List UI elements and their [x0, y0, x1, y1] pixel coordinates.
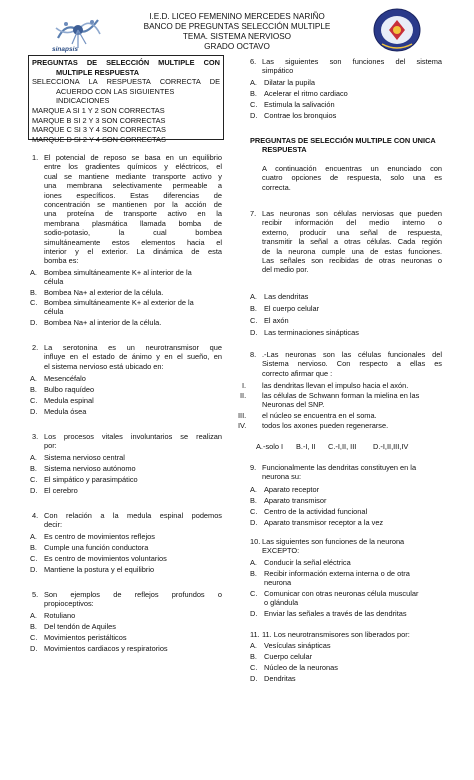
option-b[interactable]: B. Sistema nervioso autónomo — [30, 464, 136, 473]
option-c[interactable]: C. Movimientos peristálticos — [30, 633, 127, 642]
option-d[interactable]: D. El cerebro — [30, 486, 78, 495]
option-b[interactable]: B. Cumple una función conductora — [30, 543, 149, 552]
option-d[interactable]: D. Enviar las señales a través de las dendritas — [250, 609, 407, 618]
school-name: I.E.D. LICEO FEMENINO MERCEDES NARIÑO — [149, 12, 325, 21]
option-b[interactable]: B. Recibir información externa interna o de otra neurona — [250, 569, 410, 588]
option-b[interactable]: B. Bulbo raquídeo — [30, 385, 95, 394]
answer-d[interactable]: D.-I,II,III,IV — [373, 442, 409, 451]
document-title: BANCO DE PREGUNTAS SELECCIÓN MULTIPLE — [143, 22, 331, 31]
option-d[interactable]: D. Contrae los bronquios — [250, 111, 337, 120]
question-number: 7. — [250, 209, 257, 218]
question-10: 10. Las siguientes son funciones de la neurona EXCEPTO: — [250, 537, 405, 556]
section-intro: A continuación encuentras un enunciado con cuatro opciones de respuesta, solo una es correcta. — [262, 164, 442, 192]
synapse-logo — [52, 8, 104, 56]
option-d[interactable]: D. Medula ósea — [30, 407, 87, 416]
option-c[interactable]: C. Bombea simultáneamente K+ al exterior de la célula — [30, 298, 194, 317]
grade-title: GRADO OCTAVO — [204, 42, 270, 51]
option-c[interactable]: C. Núcleo de la neuronas — [250, 663, 338, 672]
option-c[interactable]: C. Centro de la actividad funcional — [250, 507, 368, 516]
statement-iv: IV. todos los axones pueden regenerarse. — [238, 421, 389, 430]
question-8: 8. .-Las neuronas son las células funcionales del Sistema nervioso. Con respecto a ellas es correcto afirmar que : — [250, 350, 442, 378]
instruction-d: MARQUE D SI 2 Y 4 SON CORRECTAS — [32, 134, 166, 144]
option-c[interactable]: C. El simpático y parasimpático — [30, 475, 138, 484]
instructions-subtitle: MULTIPLE RESPUESTA — [56, 67, 140, 77]
answer-b[interactable]: B.-I, II — [296, 442, 316, 451]
instructions-box — [28, 55, 224, 144]
question-7: 7. Las neuronas son células nerviosas que pueden recibir información del medio interno o externo, producir una señal de respuesta, transmitir la señal a otras células. Cada región de la neurona cumple una de estas funciones. Las señales son recibidas de otras neuronas o del medio por. — [250, 209, 442, 275]
statement-ii: II. las células de Schwann forman la mielina en las Neuronas del SNP. — [240, 391, 420, 410]
option-b[interactable]: B. Acelerar el ritmo cardiaco — [250, 89, 348, 98]
answer-c[interactable]: C.-I,II, III — [328, 442, 357, 451]
question-number: 4. — [32, 511, 39, 520]
answer-a[interactable]: A.-solo I — [256, 442, 284, 451]
option-d[interactable]: D. Las terminaciones sinápticas — [250, 328, 359, 337]
option-b[interactable]: B. El cuerpo celular — [250, 304, 320, 313]
instructions-title: PREGUNTAS DE SELECCIÓN MULTIPLE CON — [32, 58, 220, 67]
question-6: 6. Las siguientes son funciones del sistema simpático — [250, 57, 442, 76]
statement-i: I. las dendritas llevan el impulso hacia el axón. — [242, 381, 409, 390]
option-b[interactable]: B. Del tendón de Aquiles — [30, 622, 116, 631]
option-a[interactable]: A. Es centro de movimientos reflejos — [30, 532, 155, 541]
question-number: 10. — [250, 537, 261, 546]
section-title: PREGUNTAS DE SELECCIÓN MULTIPLE CON UNICA RESPUESTA — [250, 136, 436, 155]
option-b[interactable]: B. Aparato transmisor — [250, 496, 327, 505]
question-number: 11. — [250, 630, 260, 639]
question-number: 3. — [32, 432, 39, 441]
school-seal — [372, 6, 422, 54]
option-d[interactable]: D. Mantiene la postura y el equilibrio — [30, 565, 155, 574]
option-b[interactable]: B. Bombea Na+ al exterior de la célula. — [30, 288, 164, 297]
option-a[interactable]: A. Conducir la señal eléctrica — [250, 558, 351, 567]
option-a[interactable]: A. Bombea simultáneamente K+ al interior de la célula — [30, 268, 192, 287]
statement-iii: III. el núcleo se encuentra en el soma. — [238, 411, 377, 420]
option-c[interactable]: C. Medula espinal — [30, 396, 94, 405]
question-number: 6. — [250, 57, 257, 66]
question-number: 9. — [250, 463, 257, 472]
question-4: 4. Con relación a la medula espinal podemos decir: — [32, 511, 222, 530]
question-number: 2. — [32, 343, 39, 352]
option-d[interactable]: D. Movimientos cardiacos y respiratorios — [30, 644, 168, 653]
question-3: 3. Los procesos vitales involuntarios se realizan por: — [32, 432, 222, 451]
option-d[interactable]: D. Dendritas — [250, 674, 296, 683]
question-9: 9. Funcionalmente las dendritas constituyen en la neurona su: — [250, 463, 417, 482]
question-number: 1. — [32, 153, 39, 162]
option-d[interactable]: D. Aparato transmisor receptor a la vez — [250, 518, 384, 527]
option-a[interactable]: A. Dilatar la pupila — [250, 78, 315, 87]
option-c[interactable]: C. Es centro de movimientos voluntarios — [30, 554, 167, 563]
question-5: 5. Son ejemplos de reflejos profundos o propioceptivos: — [32, 590, 222, 609]
option-a[interactable]: A. Mesencéfalo — [30, 374, 86, 383]
option-d[interactable]: D. Bombea Na+ al interior de la célula. — [30, 318, 162, 327]
question-text: El potencial de reposo se basa en un equilibrio entre los gradientes químicos y eléctricos, el cual se mantiene mediante transporte activo y una membrana selectivamente permeable a iones específicos. Estas diferencias de concentración se mantienen por la acción de una proteína de transporte activo en la membrana plasmática llamada bomba de sodio-potasio, la cual bombea simultáneamente estos elementos hacia el interior y el exterior. La dinámica de esta bomba es: — [44, 153, 222, 266]
instructions-line: SELECCIONA LA RESPUESTA CORRECTA DE — [32, 77, 220, 87]
logo-text: sinapsis — [52, 46, 79, 53]
instruction-b: MARQUE B SI 2 Y 3 SON CORRECTAS — [32, 115, 166, 125]
option-a[interactable]: A. Las dendritas — [250, 292, 309, 301]
question-number: 5. — [32, 590, 39, 599]
instruction-c: MARQUE C SI 3 Y 4 SON CORRECTAS — [32, 125, 166, 135]
option-c[interactable]: C. Comunicar con otras neuronas célula muscular o glándula — [250, 589, 419, 608]
option-c[interactable]: C. Estimula la salivación — [250, 100, 335, 109]
topic-title: TEMA. SISTEMA NERVIOSO — [182, 32, 292, 41]
question-2: 2. La serotonina es un neurotransmisor que influye en el estado de ánimo y en el sueño, en el sistema nervioso está ubicado en: — [32, 343, 222, 371]
instructions-line: ACUERDO CON LAS SIGUIENTES INDICACIONES — [56, 86, 175, 106]
question-11: 11. 11. Los neurotransmisores son liberados por: — [250, 630, 410, 639]
instruction-a: MARQUE A SI 1 Y 2 SON CORRECTAS — [32, 105, 165, 115]
option-b[interactable]: B. Cuerpo celular — [250, 652, 313, 661]
option-a[interactable]: A. Vesículas sinápticas — [250, 641, 331, 650]
option-a[interactable]: A. Sistema nervioso central — [30, 453, 125, 462]
question-number: 8. — [250, 350, 257, 359]
option-a[interactable]: A. Aparato receptor — [250, 485, 320, 494]
option-a[interactable]: A. Rotuliano — [30, 611, 76, 620]
option-c[interactable]: C. El axón — [250, 316, 289, 325]
question-1 — [32, 153, 222, 266]
